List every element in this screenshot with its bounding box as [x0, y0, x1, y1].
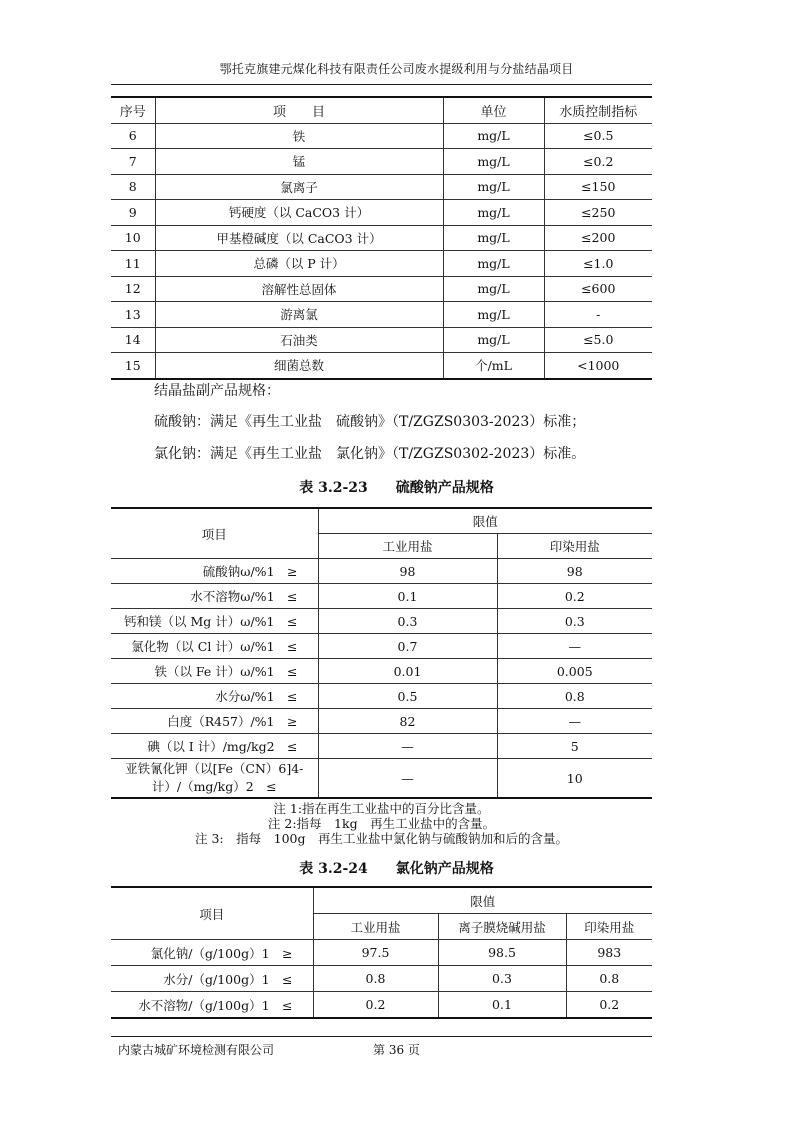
value-cell: 983 [566, 940, 652, 966]
value-cell: 0.01 [318, 659, 497, 684]
row-label-cell: 6 [111, 123, 155, 149]
table-row [111, 684, 652, 709]
value-cell: 97.5 [313, 940, 438, 966]
value-cell: mg/L [443, 174, 544, 200]
row-label-cell: 12 [111, 276, 155, 302]
row-label-cell: 硫酸钠ω/%1 ≥ [111, 559, 318, 584]
table-row [111, 149, 652, 175]
table-header-row [111, 887, 652, 914]
value-cell: mg/L [443, 251, 544, 277]
col-header-limit: 水质控制指标 [544, 97, 652, 123]
value-cell: 98.5 [438, 940, 566, 966]
table-caption-sodium-sulfate [0, 477, 793, 497]
value-cell: ≤250 [544, 200, 652, 226]
table-row [111, 734, 652, 759]
row-label-cell: 14 [111, 327, 155, 353]
row-label-cell: 11 [111, 251, 155, 277]
header-item: 项目 [111, 508, 318, 559]
value-cell: ≤200 [544, 225, 652, 251]
row-label-cell: 13 [111, 302, 155, 328]
row-label-cell: 铁（以 Fe 计）ω/%1 ≤ [111, 659, 318, 684]
header-limit: 限值 [313, 887, 652, 914]
table-row [111, 559, 652, 584]
caption-title: 硫酸钠产品规格 [395, 480, 494, 496]
col-header-item: 项 目 [155, 97, 443, 123]
value-cell: 0.8 [566, 966, 652, 992]
row-label-cell: 白度（R457）/%1 ≥ [111, 709, 318, 734]
table-row [111, 276, 652, 302]
row-label-cell: 8 [111, 174, 155, 200]
value-cell: 5 [497, 734, 652, 759]
table-header-row [111, 97, 652, 123]
footer-company: 内蒙古城矿环境检测有限公司 [118, 1043, 275, 1057]
header-item: 项目 [111, 887, 313, 940]
row-label-line-1: 亚铁氰化钾（以[Fe（CN）6]4- [125, 761, 304, 776]
sodium-chloride-standard: 氯化钠：满足《再生工业盐 氯化钠》（T/ZGZS0302-2023）标准。 [154, 446, 586, 462]
value-cell: 铁 [155, 123, 443, 149]
table-row [111, 659, 652, 684]
row-label-cell: 7 [111, 149, 155, 175]
header-rule [111, 84, 652, 85]
table-row [111, 353, 652, 379]
table-row [111, 609, 652, 634]
value-cell: ≤0.2 [544, 149, 652, 175]
value-cell: 甲基橙碱度（以 CaCO3 计） [155, 225, 443, 251]
table-row [111, 759, 652, 799]
table-row [111, 992, 652, 1019]
header-limit: 限值 [318, 508, 652, 534]
value-cell: mg/L [443, 327, 544, 353]
row-label-cell: 15 [111, 353, 155, 379]
value-cell: 0.3 [497, 609, 652, 634]
value-cell: — [318, 734, 497, 759]
row-label-cell: 氯化物（以 Cl 计）ω/%1 ≤ [111, 634, 318, 659]
table-caption-sodium-chloride [0, 858, 793, 878]
header-industrial-salt: 工业用盐 [313, 914, 438, 940]
header-dyeing-salt: 印染用盐 [497, 534, 652, 559]
value-cell: 98 [318, 559, 497, 584]
value-cell: mg/L [443, 276, 544, 302]
row-label-cell: 水分/（g/100g）1 ≤ [111, 966, 313, 992]
row-label-cell: 水不溶物ω/%1 ≤ [111, 584, 318, 609]
row-label-cell: 水不溶物/（g/100g）1 ≤ [111, 992, 313, 1019]
table-row [111, 966, 652, 992]
value-cell: - [544, 302, 652, 328]
value-cell: 98 [497, 559, 652, 584]
value-cell: 10 [566, 770, 583, 786]
table-header-row [111, 508, 652, 534]
value-cell: 锰 [155, 149, 443, 175]
row-label-cell: 9 [111, 200, 155, 226]
value-cell: 游离氯 [155, 302, 443, 328]
value-cell: ≤150 [544, 174, 652, 200]
row-label-cell: 钙和镁（以 Mg 计）ω/%1 ≤ [111, 609, 318, 634]
sodium-chloride-spec-table [111, 886, 652, 1019]
caption-number: 表 3.2-23 [299, 480, 368, 496]
col-header-index: 序号 [111, 97, 155, 123]
header-industrial-salt: 工业用盐 [318, 534, 497, 559]
value-cell: 0.2 [497, 584, 652, 609]
value-cell: 0.1 [318, 584, 497, 609]
running-header: 鄂托克旗建元煤化科技有限责任公司废水提级利用与分盐结晶项目 [219, 62, 574, 76]
row-label-cell: 水分ω/%1 ≤ [111, 684, 318, 709]
table-row [111, 584, 652, 609]
caption-number: 表 3.2-24 [299, 861, 368, 877]
value-cell: 溶解性总固体 [155, 276, 443, 302]
table-row [111, 940, 652, 966]
table-row [111, 174, 652, 200]
footer-rule [111, 1036, 652, 1037]
value-cell: — [318, 759, 497, 799]
value-cell: 0.3 [438, 966, 566, 992]
table-row [111, 327, 652, 353]
value-cell: 0.7 [318, 634, 497, 659]
value-cell: ≤5.0 [544, 327, 652, 353]
table-row [111, 634, 652, 659]
value-cell: mg/L [443, 200, 544, 226]
table-row [111, 123, 652, 149]
value-cell: 个/mL [443, 353, 544, 379]
row-label-line-2: 计）/（mg/kg）2 ≤ [151, 779, 277, 794]
header-dyeing-salt: 印染用盐 [566, 914, 652, 940]
value-cell: 钙硬度（以 CaCO3 计） [155, 200, 443, 226]
value-cell: mg/L [443, 302, 544, 328]
table-row [111, 225, 652, 251]
value-cell: ≤0.5 [544, 123, 652, 149]
table-notes [111, 801, 652, 846]
value-cell: 细菌总数 [155, 353, 443, 379]
value-cell: — [497, 634, 652, 659]
col-header-unit: 单位 [443, 97, 544, 123]
value-cell: <1000 [577, 357, 620, 373]
row-label-cell: 10 [111, 225, 155, 251]
table-row [111, 302, 652, 328]
table-row [111, 251, 652, 277]
note-1: 注 1:指在再生工业盐中的百分比含量。 [273, 801, 490, 816]
value-cell: ≤600 [544, 276, 652, 302]
table-row [111, 709, 652, 734]
value-cell: 总磷（以 P 计） [155, 251, 443, 277]
value-cell: mg/L [443, 225, 544, 251]
value-cell: 0.8 [313, 966, 438, 992]
note-2: 注 2:指每 1kg 再生工业盐中的含量。 [267, 816, 496, 831]
value-cell: mg/L [443, 149, 544, 175]
value-cell: 82 [318, 709, 497, 734]
value-cell: 0.2 [313, 992, 438, 1019]
spec-intro: 结晶盐副产品规格： [154, 383, 280, 399]
value-cell: 0.005 [497, 659, 652, 684]
caption-title: 氯化钠产品规格 [395, 861, 494, 877]
sodium-sulfate-spec-table [111, 507, 652, 799]
value-cell: 0.1 [438, 992, 566, 1019]
value-cell: — [497, 709, 652, 734]
value-cell: 石油类 [155, 327, 443, 353]
table-row [111, 200, 652, 226]
row-label-cell [111, 759, 318, 799]
value-cell: 0.8 [497, 684, 652, 709]
value-cell: 0.2 [599, 997, 620, 1012]
value-cell: 氯离子 [155, 174, 443, 200]
note-3: 注 3: 指每 100g 再生工业盐中氯化钠与硫酸钠加和后的含量。 [195, 831, 568, 846]
value-cell: ≤1.0 [544, 251, 652, 277]
row-label-cell: 碘（以 I 计）/mg/kg2 ≤ [111, 734, 318, 759]
header-membrane-caustic-salt: 离子膜烧碱用盐 [438, 914, 566, 940]
value-cell: mg/L [443, 123, 544, 149]
page-number: 第 36 页 [373, 1043, 420, 1057]
value-cell: 0.3 [318, 609, 497, 634]
row-label-cell: 氯化钠/（g/100g）1 ≥ [111, 940, 313, 966]
value-cell: 0.5 [318, 684, 497, 709]
sodium-sulfate-standard: 硫酸钠：满足《再生工业盐 硫酸钠》（T/ZGZS0303-2023）标准； [154, 414, 586, 430]
water-quality-table [111, 96, 652, 380]
